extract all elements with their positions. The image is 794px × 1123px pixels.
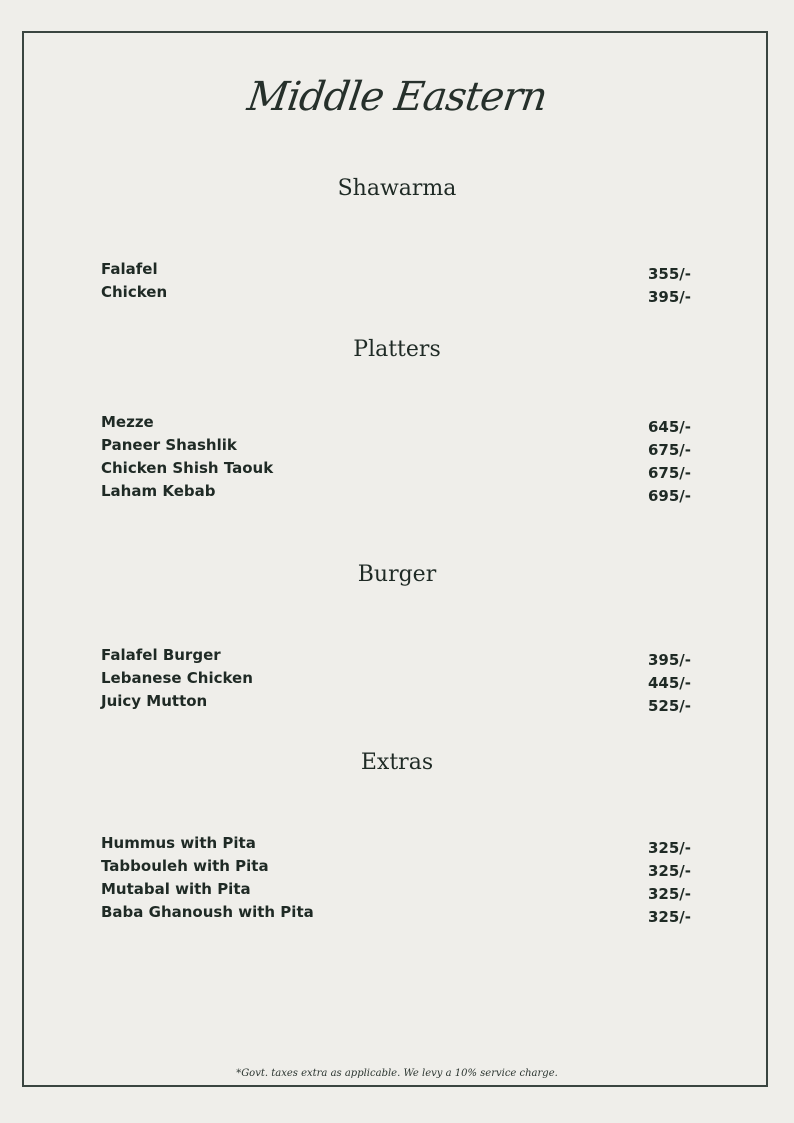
menu-item-price: 645/- xyxy=(648,418,692,436)
section-heading-shawarma: Shawarma xyxy=(337,176,457,201)
menu-item-name: Falafel xyxy=(101,260,158,278)
menu-item-name: Lebanese Chicken xyxy=(101,669,253,687)
menu-item-price: 325/- xyxy=(648,839,692,857)
menu-item-name: Laham Kebab xyxy=(101,482,216,500)
menu-item-name: Mezze xyxy=(101,413,154,431)
menu-item-price: 325/- xyxy=(648,908,692,926)
section-heading-extras: Extras xyxy=(360,750,434,775)
menu-item-name: Chicken xyxy=(101,283,168,301)
menu-title: Middle Eastern xyxy=(244,74,550,120)
tax-footnote: *Govt. taxes extra as applicable. We levy a 10% service charge. xyxy=(236,1068,558,1079)
menu-item-price: 325/- xyxy=(648,885,692,903)
menu-item-price: 355/- xyxy=(648,265,692,283)
menu-item-price: 695/- xyxy=(648,487,692,505)
menu-item-name: Chicken Shish Taouk xyxy=(101,459,274,477)
menu-item-price: 675/- xyxy=(648,464,692,482)
menu-item-price: 445/- xyxy=(648,674,692,692)
menu-item-name: Mutabal with Pita xyxy=(101,880,251,898)
section-heading-platters: Platters xyxy=(353,337,441,362)
menu-item-name: Juicy Mutton xyxy=(101,692,208,710)
menu-item-price: 675/- xyxy=(648,441,692,459)
menu-item-name: Tabbouleh with Pita xyxy=(101,857,269,875)
menu-item-price: 395/- xyxy=(648,651,692,669)
section-heading-burger: Burger xyxy=(357,562,437,587)
menu-item-name: Paneer Shashlik xyxy=(101,436,237,454)
menu-item-name: Baba Ghanoush with Pita xyxy=(101,903,314,921)
menu-item-name: Falafel Burger xyxy=(101,646,221,664)
menu-item-price: 395/- xyxy=(648,288,692,306)
menu-item-name: Hummus with Pita xyxy=(101,834,256,852)
menu-item-price: 525/- xyxy=(648,697,692,715)
menu-item-price: 325/- xyxy=(648,862,692,880)
